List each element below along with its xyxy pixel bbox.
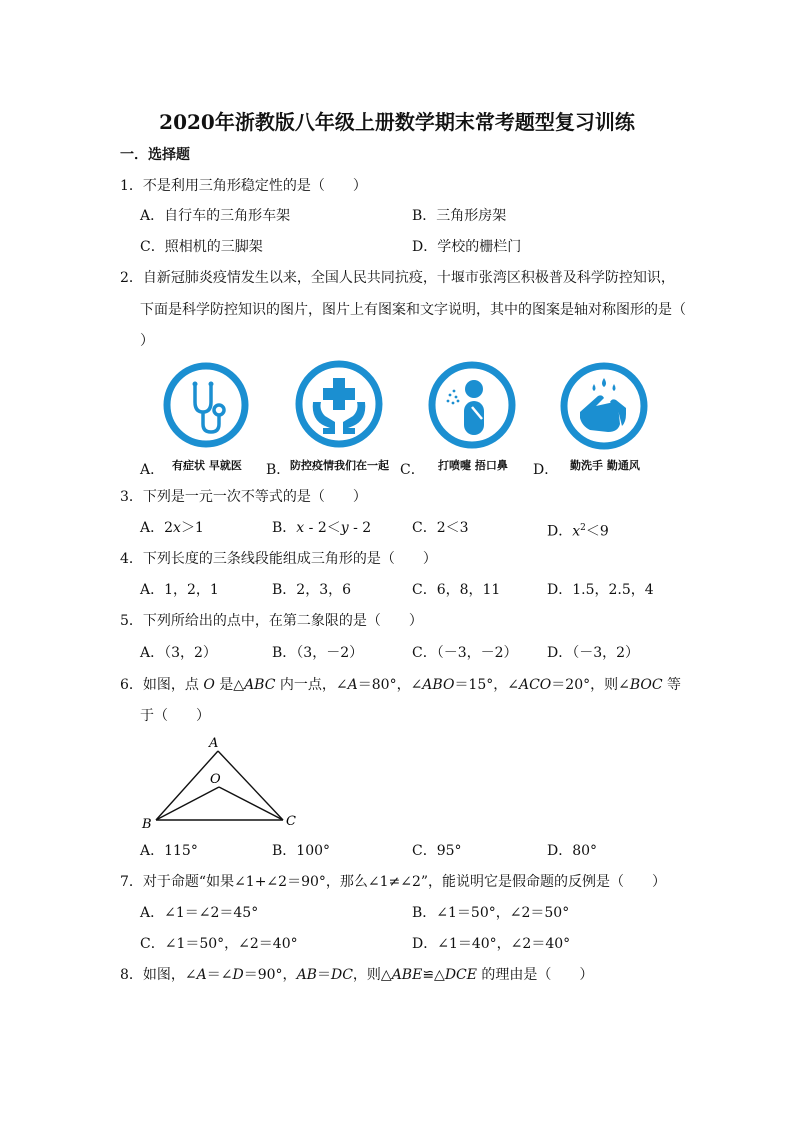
question-3-option-b: B．x - 2＜y - 2 [272, 520, 372, 536]
question-3-option-d: D．$x^2<9$ [547, 523, 609, 540]
section-heading: 一．选择题 [120, 147, 190, 163]
question-1-option-a: A．自行车的三角形车架 [140, 208, 291, 224]
question-2-option-c-letter: C． [400, 462, 425, 478]
question-2-line-1: 2．自新冠肺炎疫情发生以来，全国人民共同抗疫，十堰市张湾区积极普及科学防控知识， [120, 270, 675, 286]
question-6-line-2: 于（ ） [140, 708, 210, 724]
question-2-option-b-caption: 防控疫情我们在一起 [290, 459, 389, 472]
question-6-option-c: C．95° [412, 843, 462, 859]
question-4-option-a: A．1，2，1 [140, 582, 219, 598]
question-6-option-d: D．80° [547, 843, 598, 859]
question-2-option-d-caption: 勤洗手 勤通风 [570, 459, 640, 472]
edge-ab [156, 751, 218, 820]
edge-bo [156, 787, 219, 820]
question-2-option-a-letter: A． [140, 462, 165, 478]
label-b: B [142, 817, 152, 832]
question-7-option-d: D．∠1＝40°，∠2＝40° [412, 936, 571, 952]
question-1-option-d: D．学校的栅栏门 [412, 239, 522, 255]
question-3-stem: 3．下列是一元一次不等式的是（ ） [120, 489, 367, 505]
question-7-option-b: B．∠1＝50°，∠2＝50° [412, 905, 570, 921]
question-3-option-a: A．2x＞1 [140, 520, 204, 536]
question-4-option-b: B．2，3，6 [272, 582, 352, 598]
edge-oc [219, 787, 283, 820]
question-7-option-c: C．∠1＝50°，∠2＝40° [140, 936, 298, 952]
triangle-figure [136, 733, 306, 833]
question-5-stem: 5．下列所给出的点中，在第二象限的是（ ） [120, 613, 423, 629]
question-4-option-c: C．6，8，11 [412, 582, 501, 598]
question-5-option-d: D．（－3，2） [547, 645, 640, 661]
question-4-option-d: D．1.5，2.5，4 [547, 582, 654, 598]
question-7-stem: 7．对于命题“如果∠1+∠2＝90°，那么∠1≠∠2”，能说明它是假命题的反例是（ ） [120, 874, 667, 890]
question-2-line-3: ） [140, 333, 154, 349]
label-c: C [286, 814, 296, 829]
question-5-option-c: C．（－3，－2） [412, 645, 518, 661]
question-6-line-1: 6．如图，点 O 是△ABC 内一点，∠A＝80°，∠ABO＝15°，∠ACO＝20°，则∠BOC 等 [120, 677, 682, 693]
question-2-option-b-letter: B． [266, 462, 291, 478]
question-8-stem: 8．如图，∠A＝∠D＝90°，AB＝DC，则△ABE≌△DCE 的理由是（ ） [120, 967, 594, 983]
handwash-icon [560, 362, 648, 450]
question-5-option-a: A．（3，2） [140, 645, 217, 661]
question-4-stem: 4．下列长度的三条线段能组成三角形的是（ ） [120, 551, 437, 567]
question-2-line-2: 下面是科学防控知识的图片，图片上有图案和文字说明，其中的图案是轴对称图形的是（ [140, 302, 686, 318]
question-7-option-a: A．∠1＝∠2＝45° [140, 905, 259, 921]
label-o: O [210, 772, 221, 787]
question-1-option-b: B．三角形房架 [412, 208, 507, 224]
question-2-option-a-caption: 有症状 早就医 [172, 459, 242, 472]
question-5-option-b: B．（3，－2） [272, 645, 364, 661]
question-6-option-b: B．100° [272, 843, 331, 859]
question-1-stem: 1．不是利用三角形稳定性的是（ ） [120, 178, 367, 194]
question-2-option-c-caption: 打喷嚏 捂口鼻 [438, 459, 508, 472]
question-1-option-c: C．照相机的三脚架 [140, 239, 263, 255]
question-3-option-c: C．2＜3 [412, 520, 469, 536]
edge-ac [218, 751, 283, 820]
label-a: A [209, 736, 219, 751]
hands-cross-icon [295, 360, 383, 448]
sneeze-icon [428, 361, 516, 449]
question-6-option-a: A．115° [140, 843, 198, 859]
question-2-option-d-letter: D． [533, 462, 559, 478]
page-title: 2020年浙教版八年级上册数学期末常考题型复习训练 [159, 110, 635, 134]
stethoscope-icon [163, 362, 249, 448]
